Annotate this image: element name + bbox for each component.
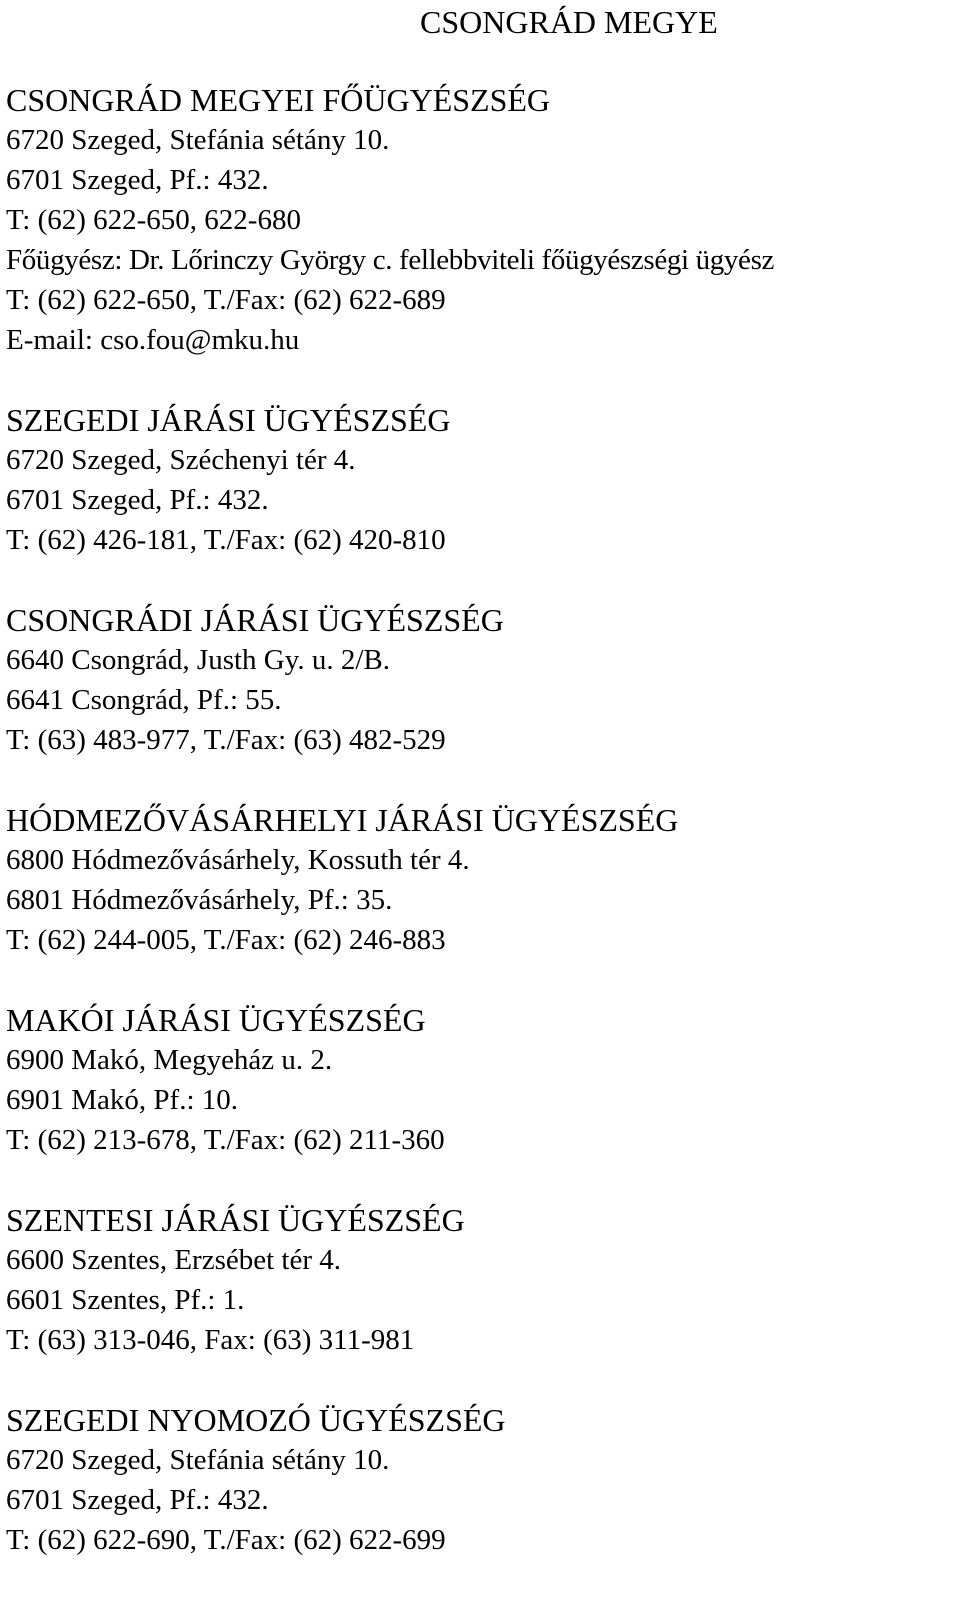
office-street-address: 6800 Hódmezővásárhely, Kossuth tér 4. <box>6 844 470 876</box>
office-name: CSONGRÁDI JÁRÁSI ÜGYÉSZSÉG <box>6 602 504 638</box>
office-head: Főügyész: Dr. Lőrinczy György c. fellebbviteli főügyészségi ügyész <box>6 244 775 276</box>
office-street-address: 6720 Szeged, Stefánia sétány 10. <box>6 124 390 156</box>
office-name: SZEGEDI NYOMOZÓ ÜGYÉSZSÉG <box>6 1402 506 1438</box>
office-entry <box>6 600 960 760</box>
office-phone: T: (62) 622-690, T./Fax: (62) 622-699 <box>6 1524 446 1556</box>
office-postal-address: 6901 Makó, Pf.: 10. <box>6 1084 238 1116</box>
office-street-address: 6900 Makó, Megyeház u. 2. <box>6 1044 333 1076</box>
office-street-address: 6720 Szeged, Stefánia sétány 10. <box>6 1444 390 1476</box>
office-postal-address: 6641 Csongrád, Pf.: 55. <box>6 684 282 716</box>
office-entry <box>6 1400 960 1560</box>
office-phone: T: (62) 244-005, T./Fax: (62) 246-883 <box>6 924 446 956</box>
office-name: MAKÓI JÁRÁSI ÜGYÉSZSÉG <box>6 1002 426 1038</box>
office-entry <box>6 1200 960 1360</box>
office-entry <box>6 80 960 360</box>
office-postal-address: 6801 Hódmezővásárhely, Pf.: 35. <box>6 884 393 916</box>
office-postal-address: 6701 Szeged, Pf.: 432. <box>6 1484 269 1516</box>
office-phone: T: (63) 313-046, Fax: (63) 311-981 <box>6 1324 415 1356</box>
office-head-phone: T: (62) 622-650, T./Fax: (62) 622-689 <box>6 284 446 316</box>
office-postal-address: 6701 Szeged, Pf.: 432. <box>6 164 269 196</box>
office-entry <box>6 1000 960 1160</box>
office-name: CSONGRÁD MEGYEI FŐÜGYÉSZSÉG <box>6 82 551 118</box>
office-phone: T: (62) 213-678, T./Fax: (62) 211-360 <box>6 1124 445 1156</box>
office-phone: T: (63) 483-977, T./Fax: (63) 482-529 <box>6 724 446 756</box>
office-name: HÓDMEZŐVÁSÁRHELYI JÁRÁSI ÜGYÉSZSÉG <box>6 802 679 838</box>
office-email: E-mail: cso.fou@mku.hu <box>6 324 300 356</box>
office-phone: T: (62) 622-650, 622-680 <box>6 204 301 236</box>
office-street-address: 6720 Szeged, Széchenyi tér 4. <box>6 444 356 476</box>
page-title: CSONGRÁD MEGYE <box>420 4 718 40</box>
office-name: SZEGEDI JÁRÁSI ÜGYÉSZSÉG <box>6 402 451 438</box>
office-entry <box>6 400 960 560</box>
office-postal-address: 6701 Szeged, Pf.: 432. <box>6 484 269 516</box>
office-phone: T: (62) 426-181, T./Fax: (62) 420-810 <box>6 524 446 556</box>
office-directory <box>6 80 960 1600</box>
office-name: SZENTESI JÁRÁSI ÜGYÉSZSÉG <box>6 1202 465 1238</box>
office-entry <box>6 800 960 960</box>
office-street-address: 6600 Szentes, Erzsébet tér 4. <box>6 1244 342 1276</box>
office-street-address: 6640 Csongrád, Justh Gy. u. 2/B. <box>6 644 390 676</box>
office-postal-address: 6601 Szentes, Pf.: 1. <box>6 1284 245 1316</box>
